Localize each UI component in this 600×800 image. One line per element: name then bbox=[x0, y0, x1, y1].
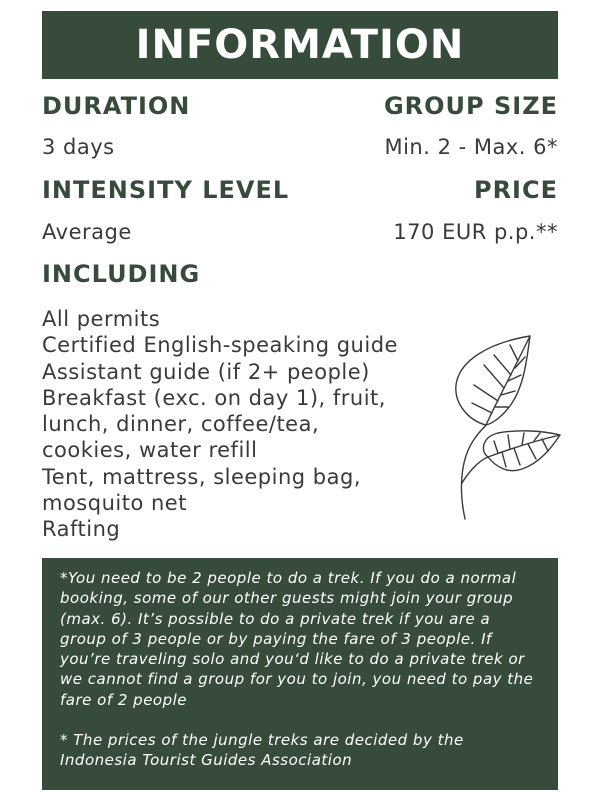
list-item: cookies, water refill bbox=[42, 438, 258, 463]
intensity-price-row bbox=[42, 176, 558, 204]
list-item: Certified English-speaking guide bbox=[42, 333, 398, 358]
duration-group-values bbox=[42, 135, 558, 159]
duration-label: DURATION bbox=[42, 92, 191, 120]
group-size-label: GROUP SIZE bbox=[383, 92, 558, 120]
list-item: Breakfast (exc. on day 1), fruit, bbox=[42, 385, 386, 410]
intensity-value: Average bbox=[42, 220, 132, 244]
list-item: mosquito net bbox=[42, 491, 187, 516]
leaf-branch-icon bbox=[448, 333, 564, 525]
including-label: INCLUDING bbox=[42, 260, 201, 288]
duration-value: 3 days bbox=[42, 135, 115, 159]
including-list bbox=[42, 306, 442, 543]
footnote-prices: * The prices of the jungle treks are decided by the Indonesia Tourist Guides Association bbox=[60, 731, 464, 770]
intensity-label: INTENSITY LEVEL bbox=[42, 176, 290, 204]
footnote-group-size: *You need to be 2 people to do a trek. If you do a normal booking, some of our other guests might join your group (max. 6). It’s possible to do a private trek if you are a group of 3 people or by paying the fare of 3 people. If you’re traveling solo and you‘d like to do a private trek or we cannot find a group for you to join, you need to pay the fare of 2 people bbox=[60, 569, 534, 709]
price-value: 170 EUR p.p.** bbox=[393, 220, 558, 244]
list-item: lunch, dinner, coffee/tea, bbox=[42, 412, 320, 437]
price-label: PRICE bbox=[473, 176, 558, 204]
list-item: Tent, mattress, sleeping bag, bbox=[42, 464, 361, 489]
list-item: All permits bbox=[42, 307, 161, 331]
footnotes-box bbox=[42, 558, 558, 790]
list-item: Rafting bbox=[42, 517, 121, 542]
intensity-price-values bbox=[42, 220, 558, 244]
page-title: INFORMATION bbox=[42, 11, 558, 79]
duration-group-row bbox=[42, 92, 558, 120]
list-item: Assistant guide (if 2+ people) bbox=[42, 359, 370, 384]
group-size-value: Min. 2 - Max. 6* bbox=[384, 135, 558, 159]
